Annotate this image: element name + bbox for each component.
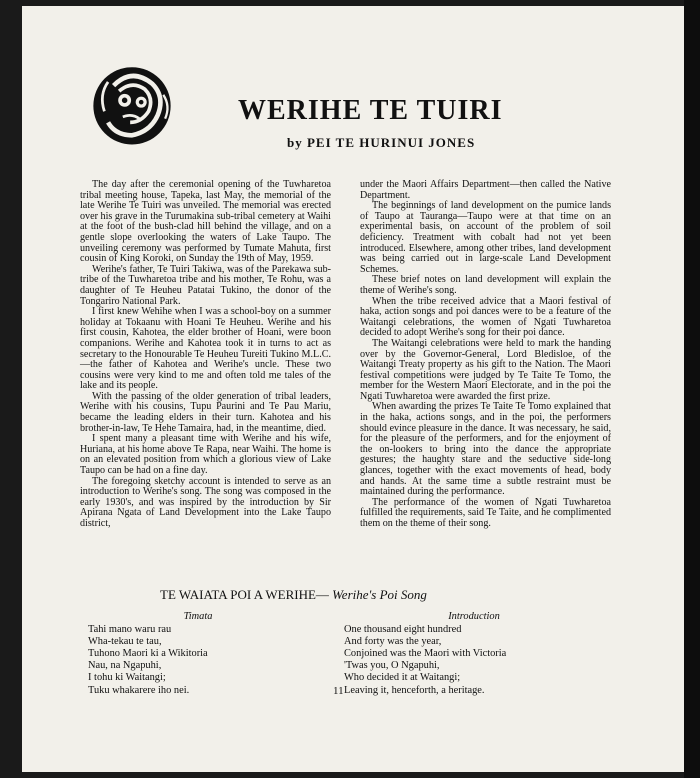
verse-line: And forty was the year, bbox=[344, 636, 442, 648]
paragraph: under the Maori Affairs Department—then called the Native Department. bbox=[360, 179, 611, 201]
paragraph: I spent many a pleasant time with Werihe and his wife, Huriana, at his home above Te Rapa, near Waihi. The home is on an elevated position from which a glorious view of Lake Taupo can be had on a fine day. bbox=[80, 433, 331, 477]
article-column-right bbox=[360, 180, 611, 530]
verse-line: Leaving it, henceforth, a heritage. bbox=[344, 684, 485, 696]
verse-line: Tuhono Maori ki a Wikitoria bbox=[88, 648, 208, 660]
paragraph: I first knew Wehihe when I was a school-boy on a summer holiday at Tokaanu with Hoani Te Heuheu. Werihe and his first cousin, Kahotea, the elder brother of Hoani, were boon companions. Werihe and Kahotea took it in turns to act as secretary to the Honourable Te Heuheu Tureiti Tukino M.L.C.—the father of Kahotea and Werihe's uncle. These two cousins were very kind to me and often told me tales of the lake and its people. bbox=[80, 306, 331, 392]
paragraph: These brief notes on land development will explain the theme of Werihe's song. bbox=[360, 274, 611, 296]
verse-line: Conjoined was the Maori with Victoria bbox=[344, 648, 507, 660]
paragraph: The performance of the women of Ngati Tuwharetoa fulfilled the requirements, said Te Taite, and he complimented them on the theme of their song. bbox=[360, 496, 611, 529]
song-verse-maori bbox=[88, 611, 308, 697]
article-column-left bbox=[80, 180, 331, 530]
song-heading bbox=[160, 587, 427, 603]
paragraph: Werihe's father, Te Tuiri Takiwa, was of the Parekawa sub-tribe of the Tuwharetoa tribe and his mother, Te Rohu, was a daughter of Te Heuheu Patatai Tukino, the donor of the Tongariro National Park. bbox=[80, 263, 331, 307]
paragraph: The day after the ceremonial opening of the Tuwharetoa tribal meeting house, Tapeka, last May, the memorial of the late Werihe Te Tuiri was unveiled. The memorial was erected over his grave in the Turumakina sub-tribal cemetery at Waihi at the foot of the bush-clad hill behind the village, and on a gentle slope overlooking the waters of Lake Taupo. The unveiling ceremony was performed by Tumate Mahuta, first cousin of King Koroki, on Sunday the 19th of May, 1959. bbox=[80, 179, 331, 265]
verse-line: 'Twas you, O Ngapuhi, bbox=[344, 660, 440, 672]
song-verse-english bbox=[344, 611, 604, 697]
paragraph: When awarding the prizes Te Taite Te Tomo explained that in the haka, actions songs, and in the poi, the performers should evince pleasure in the dance. It was necessary, he said, for the pleasure of the performers, and for the enjoyment of the on-lookers to bring into the dance the appropriate gestures; the haughty stare and the seductive side-long glances, together with the exact movements of head, body and hands. At the same time a subtle restraint must be maintained during the performance. bbox=[360, 401, 611, 498]
article-byline: by PEI TE HURINUI JONES bbox=[287, 135, 476, 150]
verse-line: Wha-tekau te tau, bbox=[88, 636, 162, 648]
paragraph: The beginnings of land development on the pumice lands of Taupo at Tauranga—Taupo were at that time on an experimental basis, on account of the problem of soil deficiency. Treatment with cobalt had not yet been introduced. Elsewhere, among other tribes, land development was being carried out in large-scale Land Development Schemes. bbox=[360, 200, 611, 275]
verse-line: I tohu ki Waitangi; bbox=[88, 672, 166, 684]
scan-edge bbox=[684, 0, 700, 778]
verse-line: Who decided it at Waitangi; bbox=[344, 672, 461, 684]
verse-title: Timata bbox=[183, 611, 213, 622]
maori-carved-motif-icon bbox=[86, 58, 178, 150]
paragraph: The foregoing sketchy account is intended to serve as an introduction to Werihe's song. The song was composed in the early 1930's, and was inspired by the introduction by Sir Apirana Ngata of Land Development into the Lake Taupo district, bbox=[80, 475, 331, 529]
page-number: 11 bbox=[333, 685, 344, 697]
verse-line: Tahi mano waru rau bbox=[88, 624, 172, 636]
song-heading-title: TE WAIATA POI A WERIHE— bbox=[160, 587, 329, 602]
paragraph: With the passing of the older generation of tribal leaders, Werihe with his cousins, Tupu Paurini and Te Pau Mariu, became the leading elders in their turn. Kahotea and his brother-in-law, Te Hehe Tamaira, had, in the meantime, died. bbox=[80, 390, 331, 434]
song-heading-subtitle: Werihe's Poi Song bbox=[332, 587, 427, 602]
verse-line: Nau, na Ngapuhi, bbox=[88, 660, 162, 672]
verse-title: Introduction bbox=[448, 611, 500, 622]
article-title: WERIHE TE TUIRI bbox=[238, 95, 503, 126]
verse-line: One thousand eight hundred bbox=[344, 624, 462, 636]
paragraph: When the tribe received advice that a Maori festival of haka, action songs and poi dances were to be a feature of the Waitangi celebrations, the women of Ngati Tuwharetoa decided to adopt Werihe's song for their poi dance. bbox=[360, 295, 611, 339]
paragraph: The Waitangi celebrations were held to mark the handing over by the Governor-General, Lord Bledisloe, of the Waitangi Treaty property as his gift to the Nation. The Maori festival competitions were judged by Te Taite Te Tomo, the member for the Western Maori Electorate, and in the poi the Ngati Tuwharetoa were awarded the first prize. bbox=[360, 337, 611, 402]
verse-line: Tuku whakarere iho nei. bbox=[88, 684, 190, 696]
